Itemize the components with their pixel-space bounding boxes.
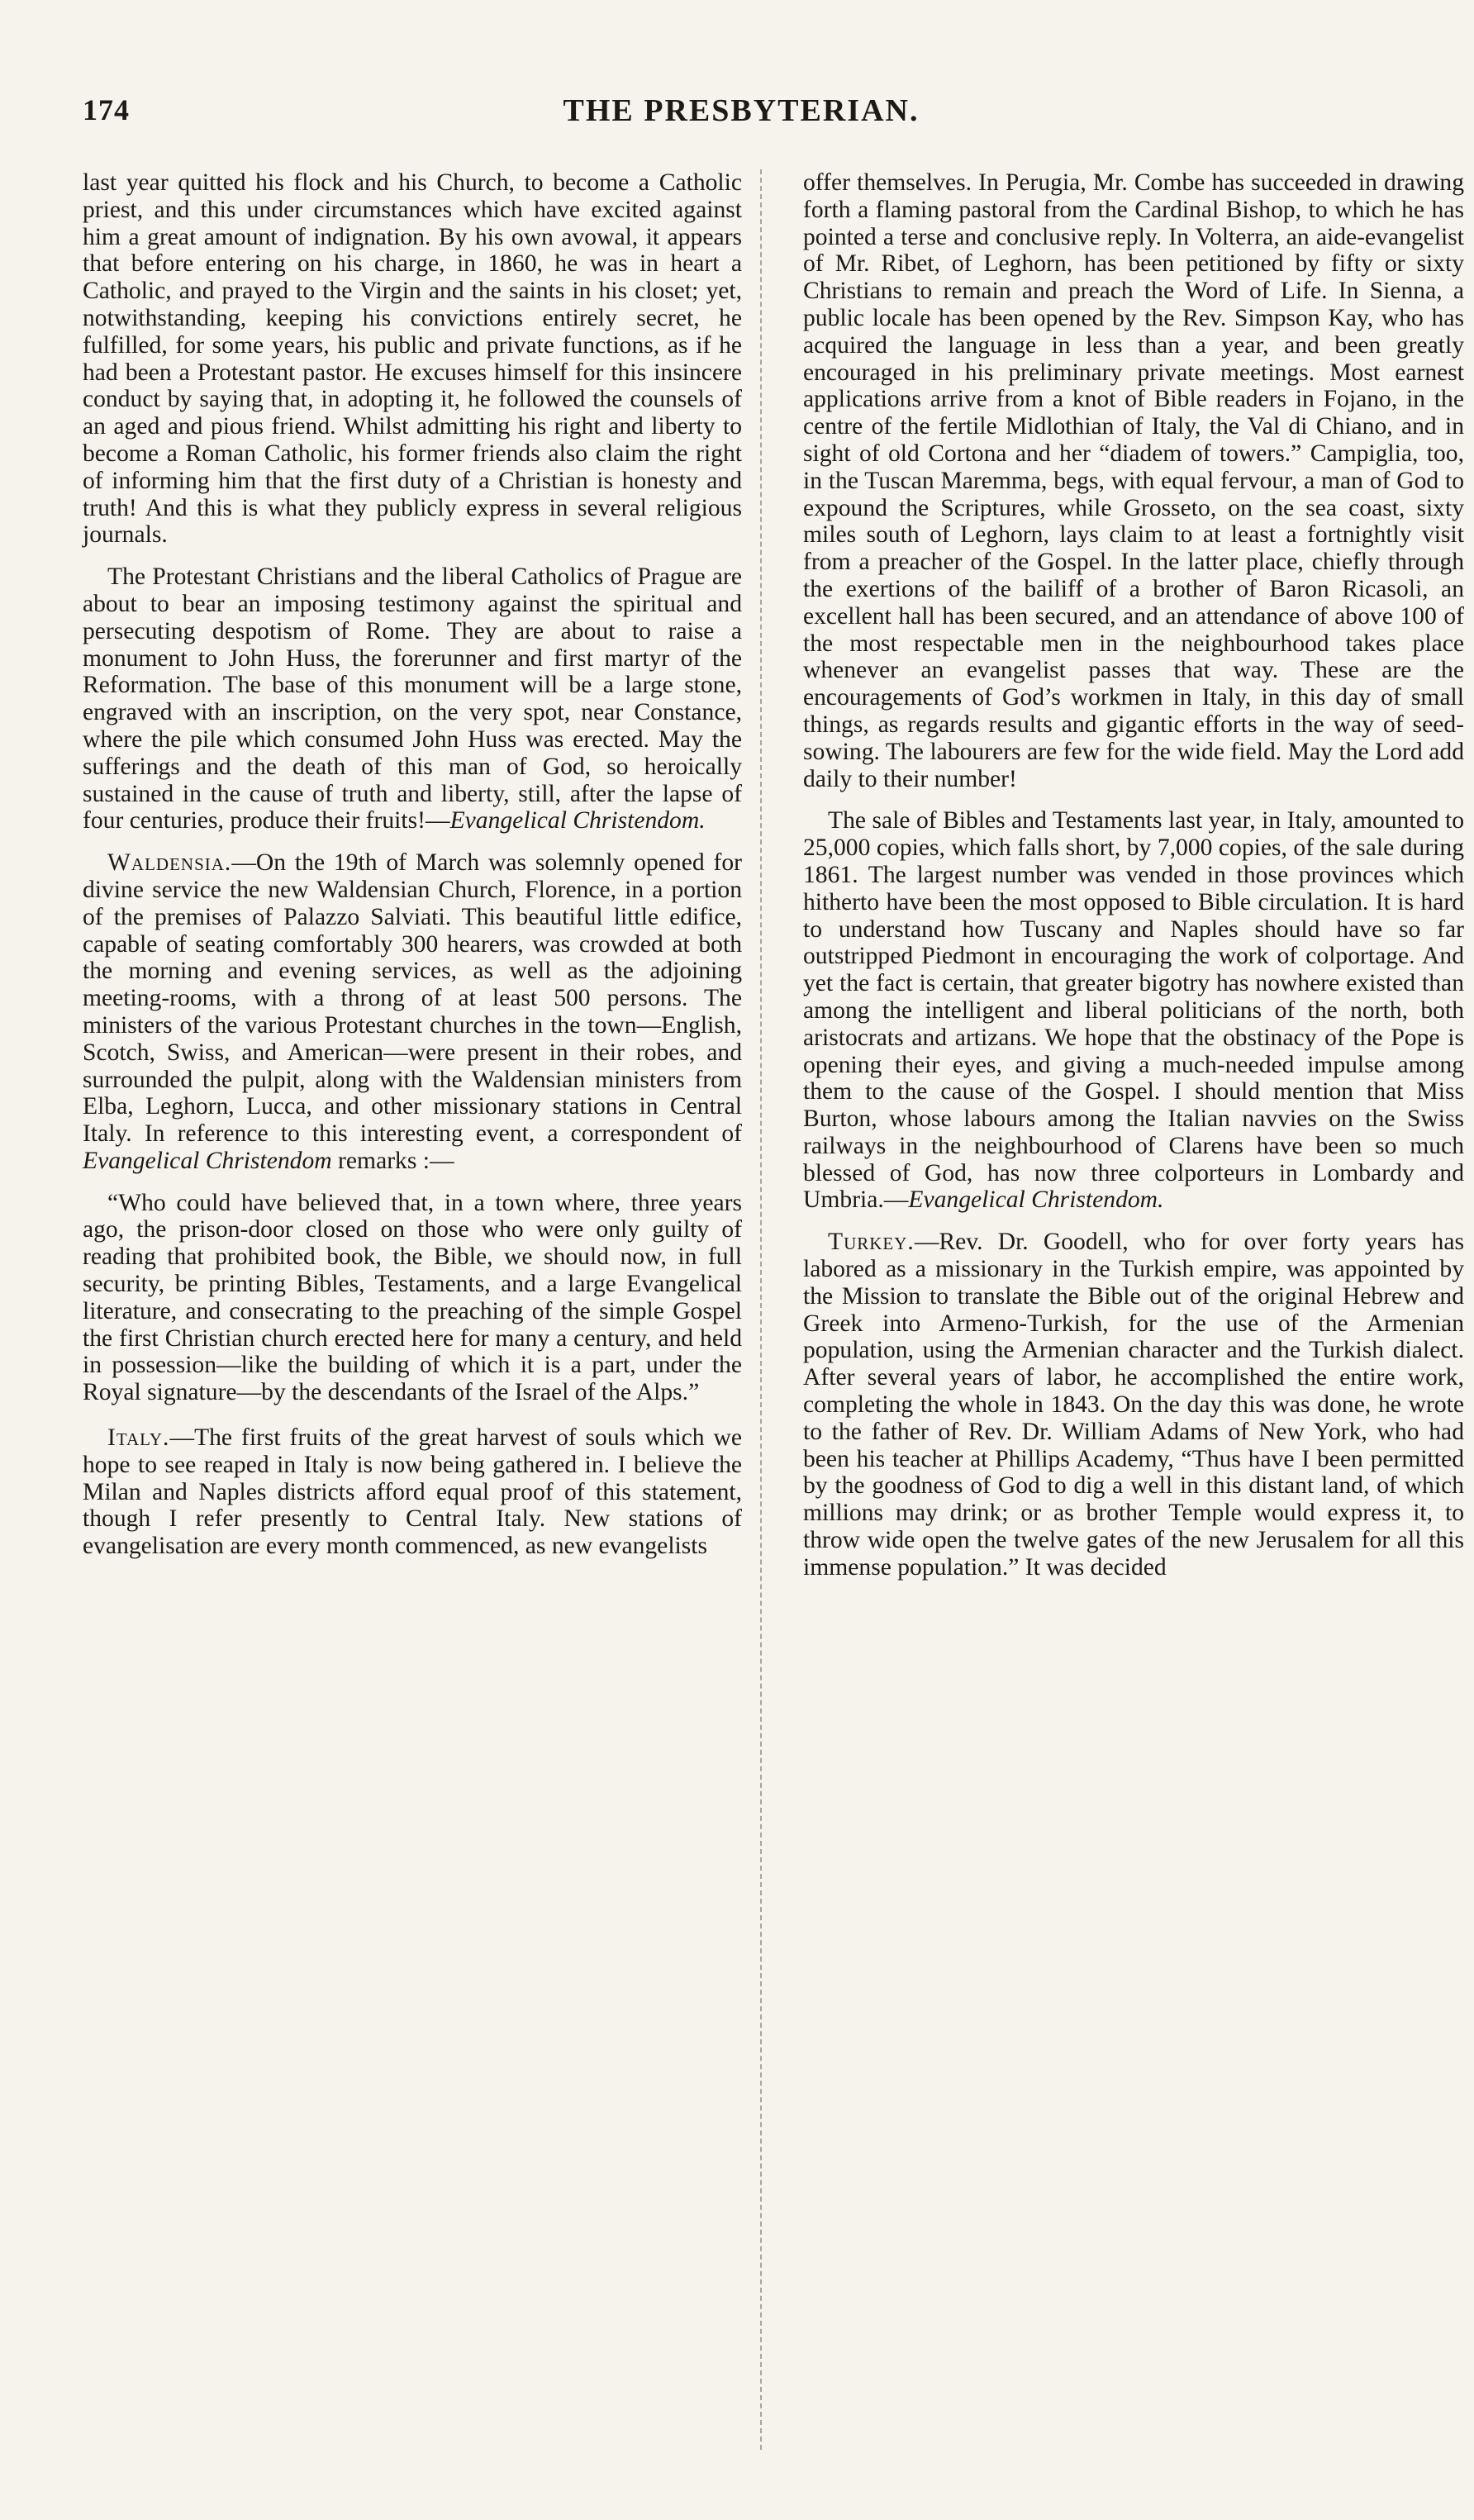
column-divider <box>760 169 762 2450</box>
article-paragraph: offer themselves. In Perugia, Mr. Combe has succeeded in drawing forth a flaming pastoral from the Cardinal Bishop, to which he has pointed a terse and conclusive reply. In Volterra, an aide-evangelist of Mr. Ribet, of Leghorn, has been petitioned by fifty or sixty Christians to remain and preach the Word of Life. In Sienna, a public locale has been opened by the Rev. Simpson Kay, who has acquired the language in less than a year, and been greatly encouraged in his preliminary private meetings. Most earnest applications arrive from a knot of Bible readers in Fojano, in the centre of the fertile Midlothian of Italy, the Val di Chiano, and in sight of old Cortona and her “diadem of towers.” Campiglia, too, in the Tuscan Maremma, begs, with equal fervour, a man of God to expound the Scriptures, while Grosseto, on the sea coast, sixty miles south of Leghorn, lays claim to at least a fortnightly visit from a preacher of the Gospel. In the latter place, chiefly through the exertions of the bailiff of a brother of Baron Ricasoli, an excellent hall has been secured, and an attendance of above 100 of the most respectable men in the neighbourhood takes place whenever an evangelist passes that way. These are the encouragements of God’s workmen in Italy, in this day of small things, as regards results and gigantic efforts in the way of seed-sowing. The labourers are few for the wide field. May the Lord add daily to their number! <box>803 169 1464 792</box>
block-quote: “Who could have believed that, in a town where, three years ago, the prison-door closed on those who were only guilty of reading that prohibited book, the Bible, we should now, in full security, be printing Bibles, Testaments, and a large Evangelical literature, and consecrating to the preaching of the simple Gospel the first Christian church erected here for many a century, and held in possession—like the building of which it is a part, under the Royal signature—by the descendants of the Israel of the Alps.” <box>83 1189 742 1406</box>
paragraph-text: —On the 19th of March was solemnly opened for divine service the new Waldensian Church, Florence, in a portion of the premises of Palazzo Salviati. This beautiful little edifice, capable of seating comfortably 300 hearers, was crowded at both the morning and evening services, as well as the adjoining meeting-rooms, with a throng of at least 500 persons. The ministers of the various Protestant churches in the town—English, Scotch, Swiss, and American—were present in their robes, and surrounded the pulpit, along with the Waldensian ministers from Elba, Leghorn, Lucca, and other missionary stations in Central Italy. In reference to this interesting event, a correspondent of <box>83 849 742 1148</box>
running-head: THE PRESBYTERIAN. <box>563 93 920 128</box>
prague-paragraph <box>83 563 742 834</box>
section-heading-waldensia: Waldensia. <box>107 849 232 877</box>
left-column <box>83 169 742 1575</box>
bible-sales-paragraph <box>803 807 1464 1214</box>
source-citation: Evangelical Christendom <box>83 1147 332 1174</box>
waldensia-paragraph <box>83 849 742 1175</box>
paragraph-text: The sale of Bibles and Testaments last year, in Italy, amounted to 25,000 copies, which falls short, by 7,000 copies, of the sale during 1861. The largest number was vended in those provinces which hitherto have been the most opposed to Bible circulation. It is hard to understand how Tuscany and Naples should have so far outstripped Piedmont in encouraging the work of colportage. And yet the fact is certain, that greater bigotry has nowhere existed than among the intelligent and liberal politicians of the north, both aristocrats and artizans. We hope that the obstinacy of the Pope is opening their eyes, and giving a much-needed impulse among them to the cause of the Gospel. I should mention that Miss Burton, whose labours among the Italian navvies on the Swiss railways in the neighbourhood of Clarens have been so much blessed of God, has now three colporteurs in Lombardy and Umbria.— <box>803 807 1464 1214</box>
page-header <box>83 93 1400 142</box>
italy-paragraph <box>83 1424 742 1560</box>
source-citation: Evangelical Christendom. <box>908 1186 1164 1214</box>
paragraph-text: remarks :— <box>331 1147 454 1174</box>
page-number: 174 <box>83 93 130 126</box>
right-column <box>803 169 1464 1596</box>
turkey-paragraph <box>803 1229 1464 1581</box>
section-heading-italy: Italy. <box>107 1424 170 1452</box>
section-heading-turkey: Turkey. <box>828 1229 915 1256</box>
paragraph-text: —Rev. Dr. Goodell, who for over forty years has labored as a missionary in the Turkish empire, was appointed by the Mission to translate the Bible out of the original Hebrew and Greek into Armeno-Turkish, for the use of the Armenian population, using the Armenian character and the Turkish dialect. After several years of labor, he accomplished the entire work, completing the whole in 1843. On the day this was done, he wrote to the father of Rev. Dr. William Adams of New York, who had been his teacher at Phillips Academy, “Thus have I been permitted by the goodness of God to dig a well in this distant land, of which millions may drink; or as brother Temple would express it, to throw wide open the twelve gates of the new Jerusalem for all this immense population.” It was decided <box>803 1229 1464 1581</box>
paragraph-text: —The first fruits of the great harvest of souls which we hope to see reaped in Italy is now being gathered in. I believe the Milan and Naples districts afford equal proof of this statement, though I refer presently to Central Italy. New stations of evangelisation are every month commenced, as new evangelists <box>83 1424 742 1560</box>
article-paragraph: last year quitted his flock and his Church, to become a Catholic priest, and this under circumstances which have excited against him a great amount of indignation. By his own avowal, it appears that before entering on his charge, in 1860, he was in heart a Catholic, and prayed to the Virgin and the saints in his closet; yet, notwithstanding, keeping his convictions entirely secret, he fulfilled, for some years, his public and private functions, as if he had been a Protestant pastor. He excuses himself for this insincere conduct by saying that, in adopting it, he followed the counsels of an aged and pious friend. Whilst admitting his right and liberty to become a Roman Catholic, his former friends also claim the right of informing him that the first duty of a Christian is honesty and truth! And this is what they publicly express in several religious journals. <box>83 169 742 549</box>
paragraph-text: The Protestant Christians and the liberal Catholics of Prague are about to bear an imposing testimony against the spiritual and persecuting despotism of Rome. They are about to raise a monument to John Huss, the forerunner and first martyr of the Reformation. The base of this monument will be a large stone, engraved with an inscription, on the very spot, near Constance, where the pile which consumed John Huss was erected. May the sufferings and the death of this man of God, so heroically sustained in the cause of truth and liberty, still, after the lapse of four centuries, produce their fruits!— <box>83 563 742 834</box>
source-citation: Evangelical Christendom. <box>449 807 706 834</box>
